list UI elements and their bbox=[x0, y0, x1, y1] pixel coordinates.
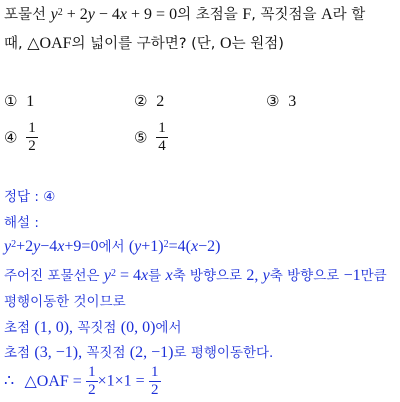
question-text: 의 넓이를 구하면? (단, bbox=[71, 36, 216, 52]
solution-line-3: 평행이동한 것이므로 bbox=[4, 294, 126, 310]
point-o: O bbox=[220, 35, 232, 52]
option-5[interactable]: ⑤ $\frac{1}{4}$ bbox=[134, 120, 166, 154]
triangle-oaf: △OAF bbox=[27, 35, 72, 52]
point-f: F bbox=[242, 6, 252, 23]
point-a: A bbox=[321, 6, 333, 23]
question-line-1 bbox=[4, 6, 365, 24]
question-text: 의 초점을 bbox=[177, 7, 238, 23]
parabola-equation: $y^2 + 2y - 4x + 9 = 0$ bbox=[50, 6, 178, 23]
question-text: 때, bbox=[4, 36, 23, 52]
solution-line-5: 초점 (3, −1), 꼭짓점 (2, −1)로 평행이동한다. bbox=[4, 344, 274, 361]
question-text: 는 원점) bbox=[231, 36, 284, 52]
question-text: 포물선 bbox=[4, 7, 47, 23]
solution-line-4: 초점 (1, 0), 꼭짓점 (0, 0)에서 bbox=[4, 319, 182, 336]
option-3[interactable]: ③ 3 bbox=[266, 92, 297, 110]
fraction: $\frac{1}{2}$ bbox=[88, 364, 96, 398]
option-2[interactable]: ② 2 bbox=[134, 92, 165, 110]
fraction: $\frac{1}{4}$ bbox=[158, 120, 166, 154]
fraction: $\frac{1}{2}$ bbox=[151, 364, 159, 398]
option-4[interactable]: ④ $\frac{1}{2}$ bbox=[4, 120, 36, 154]
option-1[interactable]: ① 1 bbox=[4, 92, 35, 110]
answer-line: 정답 : ④ bbox=[4, 189, 56, 205]
solution-heading: 해설 : bbox=[4, 215, 39, 231]
question-text: , 꼭짓점을 bbox=[251, 7, 317, 23]
question-line-2 bbox=[4, 35, 284, 53]
solution-line-1: $y^2+2y-4x+9=0$에서 $(y+1)^2=4(x-2)$ bbox=[4, 238, 221, 255]
solution-line-2: 주어진 포물선은 $y^2 = 4x$를 x축 방향으로 2, y축 방향으로 −1만큼 bbox=[4, 267, 387, 284]
solution-line-6: ∴ △OAF = $\frac{1}{2}$ ×1×1 = $\frac{1}{2}$ bbox=[4, 364, 159, 398]
fraction: $\frac{1}{2}$ bbox=[28, 120, 36, 154]
question-text: 라 할 bbox=[332, 7, 366, 23]
